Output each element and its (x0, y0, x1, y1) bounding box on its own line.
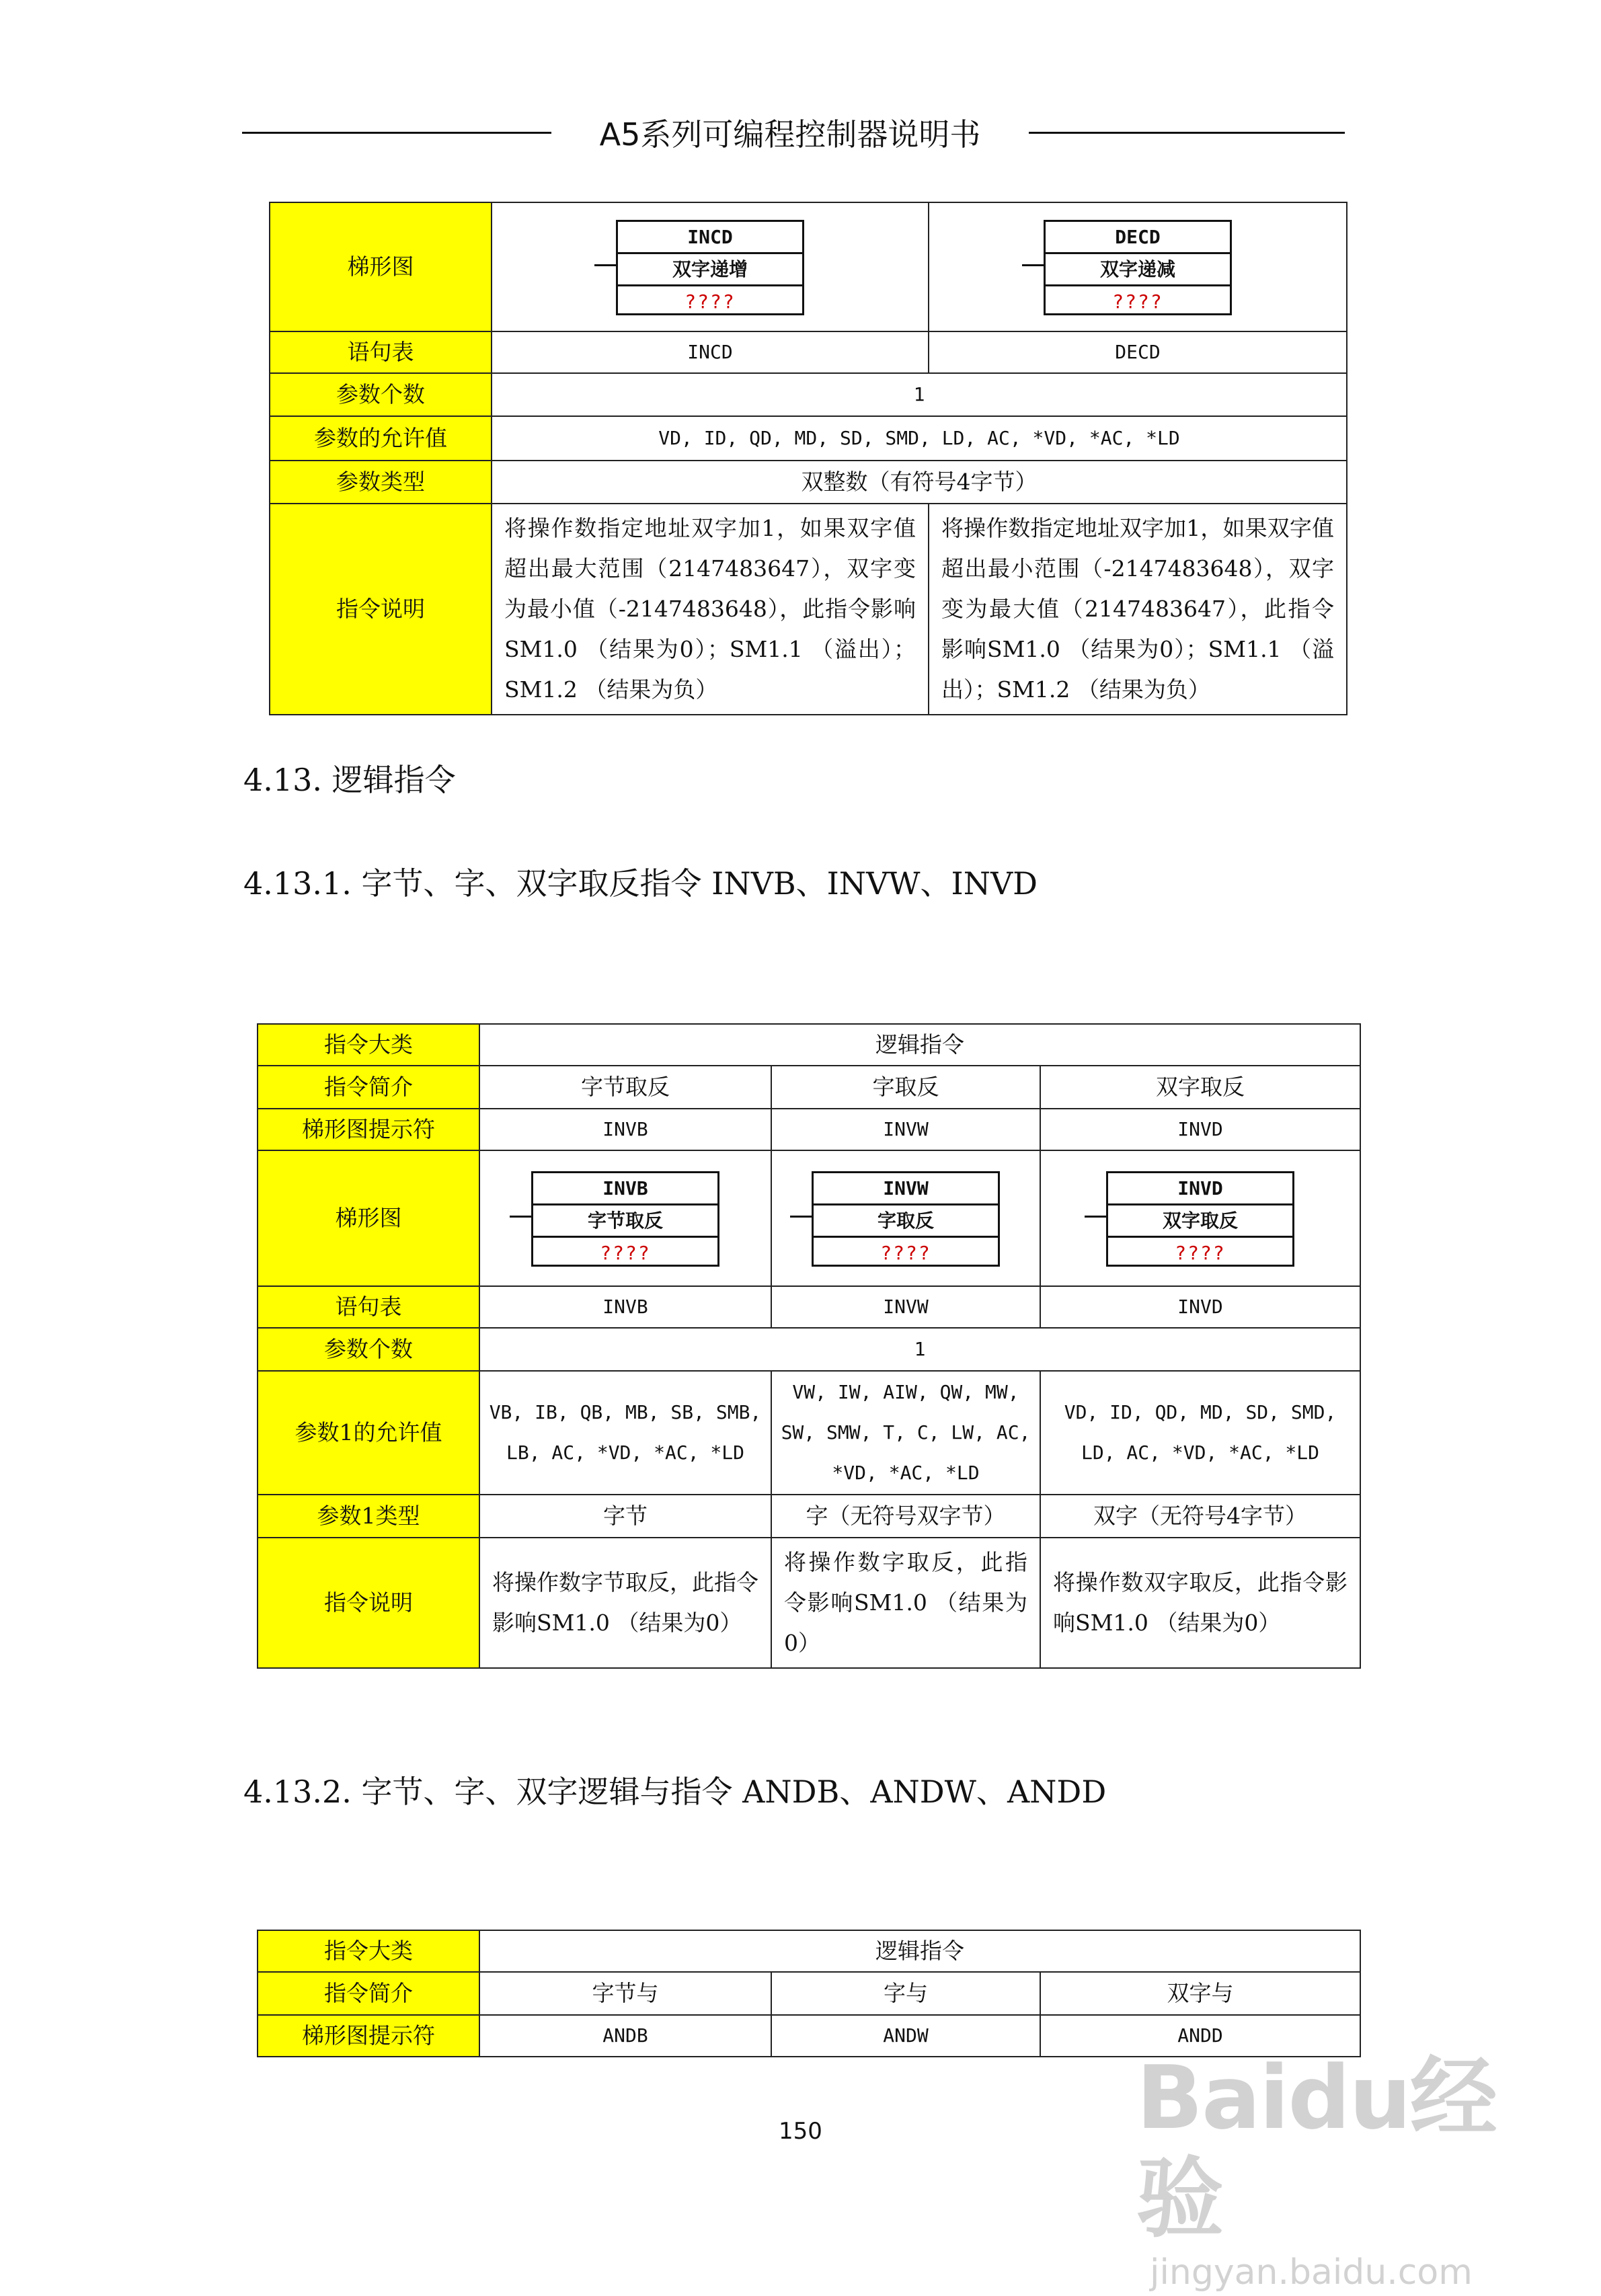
invd-type: 双字（无符号4字节） (1040, 1495, 1360, 1538)
invd-desc: 将操作数双字取反，此指令影响SM1.0 （结果为0） (1040, 1538, 1360, 1668)
invw-stl: INVW (771, 1286, 1040, 1328)
stl-label: 语句表 (270, 331, 492, 373)
hint-row (258, 1109, 1360, 1150)
page-number: 150 (779, 2118, 822, 2145)
category-label: 指令大类 (258, 1930, 479, 1972)
brief-row (258, 1972, 1360, 2015)
ladder-caption: 字取反 (814, 1203, 998, 1236)
invd-allowed: VD, ID, QD, MD, SD, SMD, LD, AC, *VD, *AC, *LD (1040, 1371, 1360, 1495)
invw-hint: INVW (771, 1109, 1040, 1150)
ladder-input-wire (1022, 264, 1044, 266)
decd-ladder-block (1044, 220, 1232, 314)
ladder-caption: 双字递增 (618, 252, 802, 284)
ladder-box (1044, 220, 1232, 315)
ladder-opcode: INVD (1177, 1177, 1223, 1199)
param-count-row (258, 1328, 1360, 1371)
param-count-label: 参数个数 (258, 1328, 479, 1371)
ladder-box (1106, 1171, 1294, 1267)
invd-ladder-cell (1040, 1150, 1360, 1286)
desc-label: 指令说明 (258, 1538, 479, 1668)
invb-brief: 字节取反 (479, 1066, 771, 1109)
ladder-opcode: INVB (602, 1177, 648, 1199)
baidu-watermark (1136, 2047, 1513, 2293)
invd-hint: INVD (1040, 1109, 1360, 1150)
invb-allowed: VB, IB, QB, MB, SB, SMB, LB, AC, *VD, *AC, *LD (479, 1371, 771, 1495)
invw-type: 字（无符号双字节） (771, 1495, 1040, 1538)
ladder-label: 梯形图 (270, 202, 492, 331)
andd-hint: ANDD (1040, 2015, 1360, 2057)
category-value: 逻辑指令 (479, 1024, 1360, 1066)
category-value: 逻辑指令 (479, 1930, 1360, 1972)
brief-label: 指令简介 (258, 1066, 479, 1109)
param-type-label: 参数类型 (270, 461, 492, 504)
invw-desc: 将操作数字取反，此指令影响SM1.0 （结果为0） (771, 1538, 1040, 1668)
ladder-operand: ???? (1108, 1236, 1292, 1268)
incd-ladder-block (616, 220, 804, 314)
decd-ladder-cell (929, 202, 1347, 331)
param1-type-label: 参数1类型 (258, 1495, 479, 1538)
hint-label: 梯形图提示符 (258, 2015, 479, 2057)
ladder-box (812, 1171, 1000, 1267)
param-allowed-row (270, 416, 1347, 461)
invb-ladder-block (531, 1171, 719, 1265)
invw-ladder-block (812, 1171, 1000, 1265)
ladder-opcode: DECD (1115, 226, 1161, 248)
andb-brief: 字节与 (479, 1972, 771, 2015)
decd-stl: DECD (929, 331, 1347, 373)
incd-decd-table (269, 202, 1348, 715)
ladder-operand: ???? (618, 284, 802, 317)
invb-desc: 将操作数字节取反，此指令影响SM1.0 （结果为0） (479, 1538, 771, 1668)
ladder-operand: ???? (814, 1236, 998, 1268)
invw-allowed: VW, IW, AIW, QW, MW, SW, SMW, T, C, LW, AC, *VD, *AC, *LD (771, 1371, 1040, 1495)
ladder-opcode: INVW (883, 1177, 929, 1199)
desc-label: 指令说明 (270, 504, 492, 715)
andw-brief: 字与 (771, 1972, 1040, 2015)
stl-row (258, 1286, 1360, 1328)
ladder-input-wire (594, 264, 616, 266)
invd-stl: INVD (1040, 1286, 1360, 1328)
category-row (258, 1024, 1360, 1066)
param-type-row (270, 461, 1347, 504)
ladder-input-wire (1085, 1216, 1106, 1218)
param-type-value: 双整数（有符号4字节） (492, 461, 1347, 504)
ladder-opcode: INCD (687, 226, 733, 248)
invb-ladder-cell (479, 1150, 771, 1286)
andd-brief: 双字与 (1040, 1972, 1360, 2015)
invd-brief: 双字取反 (1040, 1066, 1360, 1109)
ladder-box (616, 220, 804, 315)
ladder-row (258, 1150, 1360, 1286)
ladder-input-wire (510, 1216, 531, 1218)
param-count-label: 参数个数 (270, 373, 492, 416)
andb-hint: ANDB (479, 2015, 771, 2057)
param-count-value: 1 (492, 373, 1347, 416)
page-header (242, 108, 1345, 168)
invb-hint: INVB (479, 1109, 771, 1150)
ladder-row (270, 202, 1347, 331)
header-rule-left (242, 132, 551, 134)
watermark-brand: Baidu经验 (1136, 2047, 1496, 2250)
andw-hint: ANDW (771, 2015, 1040, 2057)
hint-label: 梯形图提示符 (258, 1109, 479, 1150)
ladder-label: 梯形图 (258, 1150, 479, 1286)
param1-allowed-label: 参数1的允许值 (258, 1371, 479, 1495)
stl-row (270, 331, 1347, 373)
desc-row (270, 504, 1347, 715)
header-title: A5系列可编程控制器说明书 (599, 116, 981, 153)
inv-table (257, 1023, 1361, 1669)
param-allowed-value: VD, ID, QD, MD, SD, SMD, LD, AC, *VD, *AC, *LD (492, 416, 1347, 461)
decd-desc: 将操作数指定地址双字加1，如果双字值超出最小范围（-2147483648），双字变为最大值（2147483647），此指令影响SM1.0 （结果为0）；SM1.1 （溢出）；SM1.2 （结果为负） (929, 504, 1347, 715)
watermark-url: jingyan.baidu.com (1150, 2252, 1473, 2293)
category-label: 指令大类 (258, 1024, 479, 1066)
param-count-row (270, 373, 1347, 416)
ladder-operand: ???? (533, 1236, 717, 1268)
invw-ladder-cell (771, 1150, 1040, 1286)
section-heading-4-13: 4.13. 逻辑指令 (243, 762, 456, 798)
incd-stl: INCD (492, 331, 929, 373)
ladder-input-wire (790, 1216, 812, 1218)
ladder-box (531, 1171, 719, 1267)
section-heading-4-13-2: 4.13.2. 字节、字、双字逻辑与指令 ANDB、ANDW、ANDD (243, 1774, 1107, 1810)
param-count-value: 1 (479, 1328, 1360, 1371)
ladder-operand: ???? (1046, 284, 1230, 317)
and-table (257, 1930, 1361, 2057)
stl-label: 语句表 (258, 1286, 479, 1328)
invb-stl: INVB (479, 1286, 771, 1328)
desc-row (258, 1538, 1360, 1668)
param1-type-row (258, 1495, 1360, 1538)
incd-desc: 将操作数指定地址双字加1，如果双字值超出最大范围（2147483647），双字变为最小值（-2147483648），此指令影响SM1.0 （结果为0）；SM1.1 （溢出）；SM1.2 （结果为负） (492, 504, 929, 715)
param1-allowed-row (258, 1371, 1360, 1495)
invw-brief: 字取反 (771, 1066, 1040, 1109)
invd-ladder-block (1106, 1171, 1294, 1265)
ladder-caption: 字节取反 (533, 1203, 717, 1236)
incd-ladder-cell (492, 202, 929, 331)
section-heading-4-13-1: 4.13.1. 字节、字、双字取反指令 INVB、INVW、INVD (243, 865, 1038, 902)
ladder-caption: 双字取反 (1108, 1203, 1292, 1236)
category-row (258, 1930, 1360, 1972)
header-rule-right (1029, 132, 1345, 134)
ladder-caption: 双字递减 (1046, 252, 1230, 284)
invb-type: 字节 (479, 1495, 771, 1538)
brief-label: 指令简介 (258, 1972, 479, 2015)
param-allowed-label: 参数的允许值 (270, 416, 492, 461)
brief-row (258, 1066, 1360, 1109)
